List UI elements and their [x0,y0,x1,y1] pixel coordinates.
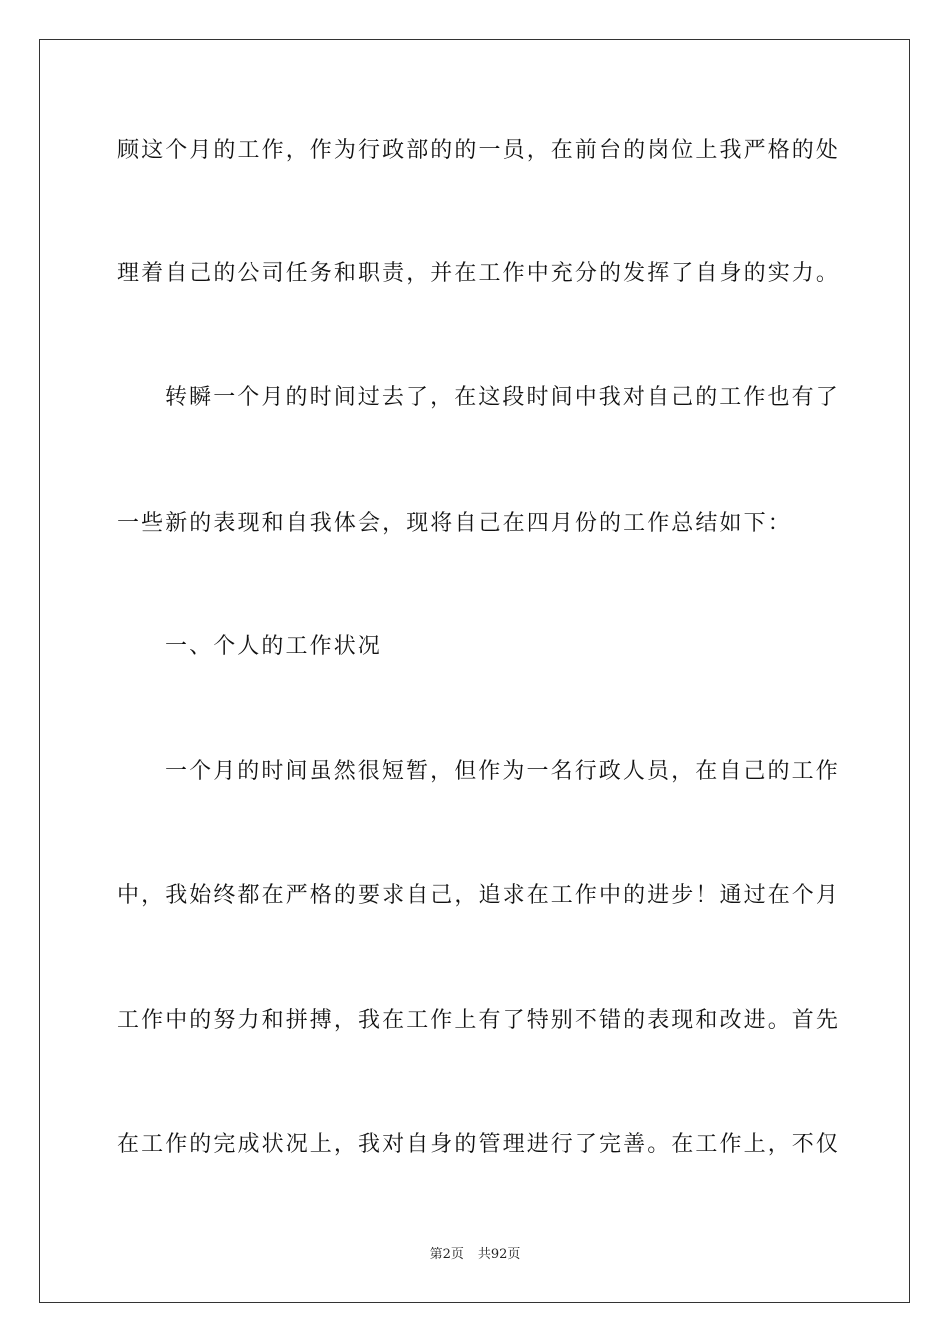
body-line-9: 在工作的完成状况上，我对自身的管理进行了完善。在工作上，不仅 [117,1132,841,1157]
body-line-1: 顾这个月的工作，作为行政部的的一员，在前台的岗位上我严格的处 [117,138,841,163]
page-border [39,39,910,1303]
body-line-2: 理着自己的公司任务和职责，并在工作中充分的发挥了自身的实力。 [117,261,841,286]
body-line-6: 一个月的时间虽然很短暂，但作为一名行政人员，在自己的工作 [165,759,840,784]
section-heading: 一、个人的工作状况 [165,634,382,659]
page-total: 共92页 [477,1247,521,1262]
body-line-4: 一些新的表现和自我体会，现将自己在四月份的工作总结如下： [117,511,792,536]
body-line-8: 工作中的努力和拼搏，我在工作上有了特别不错的表现和改进。首先 [117,1008,841,1033]
body-line-7: 中，我始终都在严格的要求自己，追求在工作中的进步！通过在个月 [117,883,841,908]
body-line-3: 转瞬一个月的时间过去了，在这段时间中我对自己的工作也有了 [165,385,840,410]
page-number: 第2页 [429,1247,464,1262]
page-footer [0,1246,950,1264]
